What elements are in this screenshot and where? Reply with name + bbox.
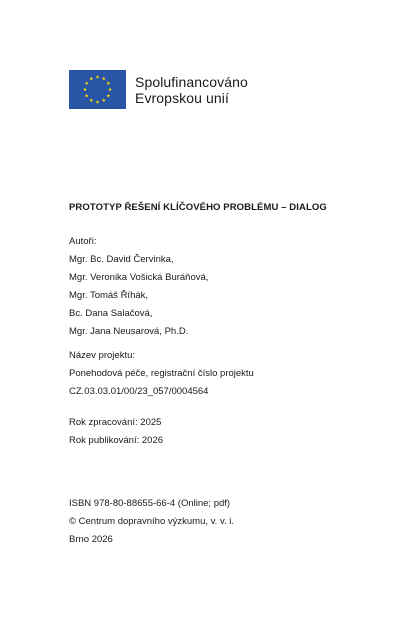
eu-logo	[69, 70, 248, 109]
authors-label: Autoři:	[69, 236, 97, 247]
isbn: ISBN 978-80-88655-66-4 (Online; pdf)	[69, 498, 231, 509]
project-code: CZ.03.03.01/00/23_057/0004564	[69, 386, 209, 397]
eu-logo-line-2: Evropskou unií	[135, 89, 230, 106]
eu-flag-icon	[69, 70, 126, 109]
eu-logo-line-1: Spolufinancováno	[135, 73, 248, 90]
author-name: Mgr. Veronika Vošická Buráňová,	[69, 272, 209, 283]
author-name: Mgr. Jana Neusarová, Ph.D.	[69, 326, 189, 337]
publication-year: Rok publikování: 2026	[69, 435, 164, 446]
copyright: © Centrum dopravního výzkumu, v. v. i.	[69, 516, 235, 527]
author-name: Mgr. Tomáš Říhák,	[69, 290, 149, 301]
author-name: Mgr. Bc. David Červinka,	[69, 254, 174, 265]
project-label: Název projektu:	[69, 350, 136, 361]
imprint-section	[69, 495, 234, 549]
project-section	[69, 347, 254, 401]
document-title: PROTOTYP ŘEŠENÍ KLÍČOVÉHO PROBLÉMU – DIALOG	[69, 202, 327, 213]
dates-section	[69, 414, 163, 450]
processing-year: Rok zpracování: 2025	[69, 417, 162, 428]
author-name: Bc. Dana Salačová,	[69, 308, 153, 319]
place-and-year: Brno 2026	[69, 534, 113, 545]
project-name: Ponehodová péče, registrační číslo projektu	[69, 368, 254, 379]
authors-section	[69, 233, 208, 341]
eu-logo-text	[135, 74, 248, 106]
